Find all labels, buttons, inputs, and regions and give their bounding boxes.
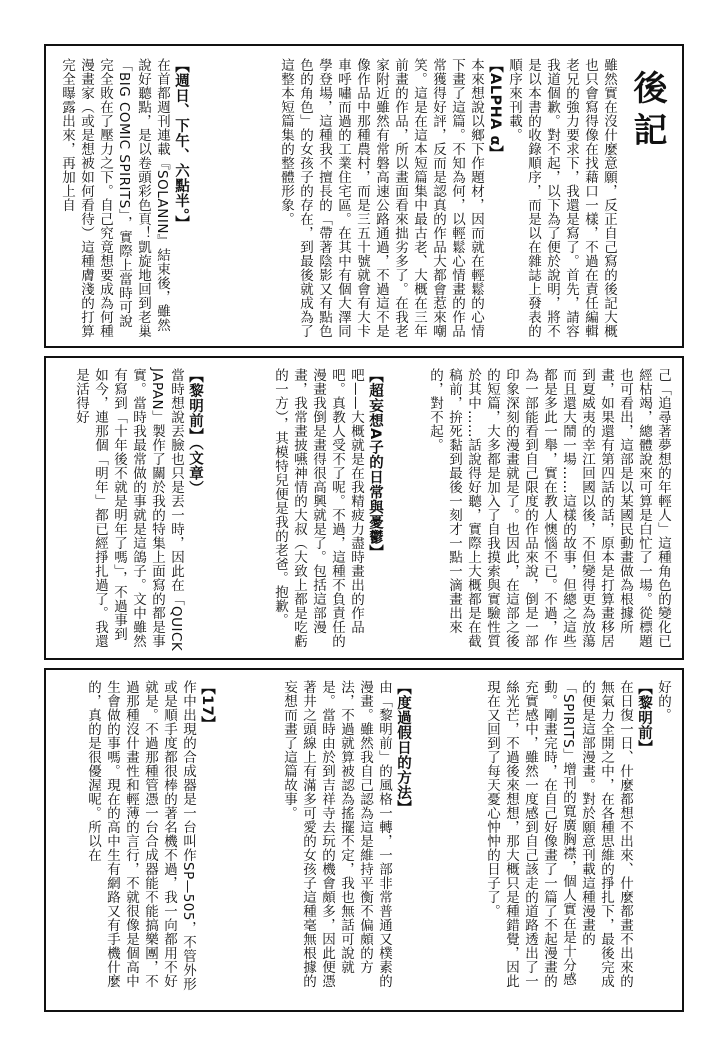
section-heading: 【超妄想A子的日常與憂鬱】 [367,368,383,560]
section-heading: 【週日、下午、六點半。】 [173,58,189,231]
paragraph: 當時想說丟臉也只是丟一時，因此在「QUICK JAPAN」製作了關於我的特集上面寫的都是事實。當時我最常做的事就是這鴿子。文中雖然有寫到「十年後不就是明年了嗎」，不過事到如今，連那個「明年」都已經掙扎過了。我還是活得好 [73,368,184,652]
paragraph: 在首都週刊連載『SOLANIN』結束後，雖然說好聽點，是以卷頭彩色頁！凱旋地回到老巢「BIG COMIC SPIRITS」，實際上當時可說完全敗在了壓力之下。自己究竟想要成為何種漫畫家（或是想被如何看待）這種膚淺的打算完全曝露出來，再加上自 [59,58,170,338]
paragraph: 作中出現的合成器是一台叫作SP—505，不管外形或是順手度都很棒的著名機不過，我一向都用不好就是。不過那種管憑一台合成器能不能搞樂團，不過那種沒什畫性和輕薄的言行，不就很像是個高中生會做的事嗎。現在的高中生有網路又有手機什麼的，真的是很優渥呢。所以在 [85,680,196,991]
text-block-dawn1 [52,368,204,652]
text-block-n17 [52,680,216,1000]
paragraph: 好的。 [655,680,671,722]
paragraph: 本來想說以鄉下作題材，因而就在輕鬆的心情下畫了這篇。不知為何，以輕鬆心情畫的作品常獲得好評，反而是認真的作品大都會惹來嘲笑。這是在這本短篇集中最古老、大概在三年前畫的作品，所以畫面看來拙劣多了。在我老家附近雖然有常磐高速公路通過，不過這不是像作品中那種農村，而是三五十號就會有大卡車呼嘯而過的工業住宅區。在其中有個大澤同學登場，這種我不擅長的「帶著陰影又有點色色的角色」的女孩子的存在，到最後就成為了這整本短篇集的整體形象。 [278,58,484,338]
text-block-superdelusion [212,368,384,652]
text-block-daysgone [222,680,412,1000]
paragraph: 吧——大概就是在我精疲力盡時畫出的作品吧。真教人受不了呢。不過，這種不負責任的漫畫我倒是畫得很高興就是了。包括這部漫畫，我常畫披嚥神情的大叔（大致上都是吃虧的一方），其模特兒便是我的老爸。抱歉。 [272,368,364,648]
paragraph: 在日復一日、什麼都想不出來、什麼都畫不出來的無氣力全開之中，在各種思維的掙扎下，最後完成的便是這部漫畫。對於願意刊載這種漫畫的「SPIRITS」增刊的寬廣胸襟，個人實在是十分感動。剛畫完時，在自己好像畫了一篇了不起漫畫的充實感中，雖然一度感到自己該走的道路透出了一絲光芒，不過後來想想，那大概只是種錯覺，因此現在又回到了每天憂心忡忡的日子了。 [484,680,633,988]
section-heading: 【度過假日的方法】 [395,680,411,815]
text-block-dawn2 [420,680,672,1000]
paragraph: 由「黎明前」的風格一轉，一部非常普通又樸素的漫畫。雖然我自己認為這是維持平衡不偏頗的方法，不過就算被認為搖擺不定，我也無話可說就是。當時由於到吉祥寺去玩的機會頗多，因此便憑著井之頭線上有滿多可愛的女孩子這種毫無根據的妄想而畫了這篇故事。 [281,680,392,988]
section-heading: 【ALPHA α】 [487,58,503,161]
paragraph: 雖然實在沒什麼意願，反正自己寫的後記大概也只會寫得像在找藉口一樣，不過在責任編輯老兄的強力要求下，我還是寫了。首先，請容我道個歉。對不起，以下為了便於說明，將不是以本書的收錄順序，而是以在雜誌上發表的順序來刊載。 [506,58,617,338]
paragraph: 己「追尋著夢想的年輕人」這種角色的變化已經枯竭，總體說來可算是白忙了一場。從標題也可看出，這部是以某國民動畫做為根據所畫，如果還有第四話的話，原本是打算畫移居到夏威夷的幸江回國以後，不但變得更為放蕩而且還大鬧一場……這樣的故事，但總之這些都是多此一舉，實在教人懊惱不已。不過，作為一部能看到自己限度的作品來說，倒是一部印象深刻的漫畫就是了。也因此，在這部之後的短篇，大多都是加入了自我摸索與實驗性質於其中……話說得好聽，實際上大概都是在截稿前，拚死黏到最後一刻才一點一滴畫出來的，對不起。 [427,368,671,648]
section-heading: 【黎明前】（文章） [187,368,203,496]
text-block-cont1 [392,368,672,652]
section-heading: 【黎明前】 [636,680,652,755]
text-block-alpha [198,58,504,340]
text-block-sunday [52,58,190,340]
section-heading: 【17】 [199,680,215,732]
text-block-intro [506,58,618,340]
afterword-title: 後記 [627,70,667,154]
